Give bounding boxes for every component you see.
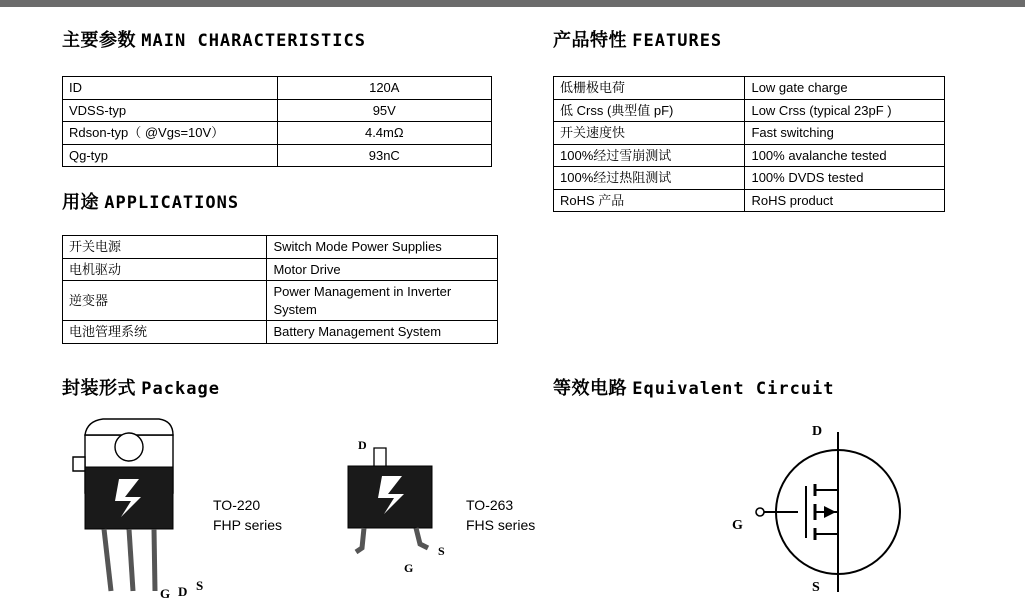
table-row [63, 144, 492, 167]
application-en: Motor Drive [267, 258, 498, 281]
application-en: Power Management in Inverter System [267, 281, 498, 321]
feature-en: Fast switching [745, 122, 945, 145]
table-row [63, 281, 498, 321]
circuit-gate-label: G [732, 518, 743, 533]
page-top-rule [0, 0, 1025, 7]
application-cn: 逆变器 [63, 281, 267, 321]
table-row [554, 122, 945, 145]
mosfet-symbol [720, 420, 950, 605]
application-cn: 电机驱动 [63, 258, 267, 281]
param-value: 4.4mΩ [277, 122, 491, 145]
feature-cn: RoHS 产品 [554, 189, 745, 212]
to263-series: FHS series [466, 517, 536, 534]
section-title-main-characteristics-cn: 主要参数 [62, 30, 136, 51]
to220-pin-d: D [178, 584, 188, 599]
main-characteristics-table [62, 76, 492, 167]
to220-series: FHP series [213, 517, 282, 534]
param-value: 120A [277, 77, 491, 100]
application-cn: 电池管理系统 [63, 321, 267, 344]
to220-label [213, 495, 282, 536]
to263-pin-g: G [404, 561, 414, 575]
to220-package-drawing [55, 405, 230, 605]
feature-cn: 100%经过热阻测试 [554, 167, 745, 190]
application-cn: 开关电源 [63, 236, 267, 259]
table-row [554, 77, 945, 100]
section-title-package-en: Package [141, 379, 220, 399]
section-title-applications-en: APPLICATIONS [104, 193, 240, 213]
section-title-features [553, 26, 722, 52]
to220-name: TO-220 [213, 497, 261, 513]
section-title-equivalent-circuit-cn: 等效电路 [553, 378, 627, 399]
section-title-applications [62, 188, 239, 214]
section-title-package-cn: 封装形式 [62, 378, 136, 399]
circuit-drain-label: D [812, 424, 823, 439]
section-title-applications-cn: 用途 [62, 192, 99, 213]
table-row [554, 99, 945, 122]
features-table [553, 76, 945, 212]
table-row [63, 321, 498, 344]
section-title-features-cn: 产品特性 [553, 30, 627, 51]
section-title-package [62, 374, 220, 400]
table-row [554, 189, 945, 212]
feature-en: Low gate charge [745, 77, 945, 100]
table-row [63, 99, 492, 122]
to263-pin-s: S [438, 544, 445, 558]
table-row [554, 167, 945, 190]
section-title-equivalent-circuit-en: Equivalent Circuit [632, 379, 835, 399]
section-title-main-characteristics [62, 26, 366, 52]
table-row [63, 77, 492, 100]
feature-cn: 100%经过雪崩测试 [554, 144, 745, 167]
application-en: Switch Mode Power Supplies [267, 236, 498, 259]
to263-label [466, 495, 535, 536]
section-title-equivalent-circuit [553, 374, 835, 400]
feature-cn: 低 Crss (典型值 pF) [554, 99, 745, 122]
application-en: Battery Management System [267, 321, 498, 344]
param-value: 95V [277, 99, 491, 122]
section-title-main-characteristics-en: MAIN CHARACTERISTICS [141, 31, 366, 51]
table-row [63, 122, 492, 145]
circuit-source-label: S [812, 580, 820, 595]
to263-pin-d: D [358, 438, 367, 452]
feature-cn: 低栅极电荷 [554, 77, 745, 100]
param-name: Rdson-typ（ @Vgs=10V） [63, 122, 278, 145]
param-value: 93nC [277, 144, 491, 167]
param-name: ID [63, 77, 278, 100]
feature-cn: 开关速度快 [554, 122, 745, 145]
param-name: Qg-typ [63, 144, 278, 167]
param-name: VDSS-typ [63, 99, 278, 122]
to220-pin-g: G [160, 586, 171, 601]
feature-en: 100% avalanche tested [745, 144, 945, 167]
applications-table [62, 235, 498, 344]
to263-name: TO-263 [466, 497, 514, 513]
feature-en: 100% DVDS tested [745, 167, 945, 190]
feature-en: Low Crss (typical 23pF ) [745, 99, 945, 122]
table-row [63, 236, 498, 259]
table-row [63, 258, 498, 281]
section-title-features-en: FEATURES [632, 31, 723, 51]
table-row [554, 144, 945, 167]
feature-en: RoHS product [745, 189, 945, 212]
to220-pin-s: S [196, 578, 204, 593]
